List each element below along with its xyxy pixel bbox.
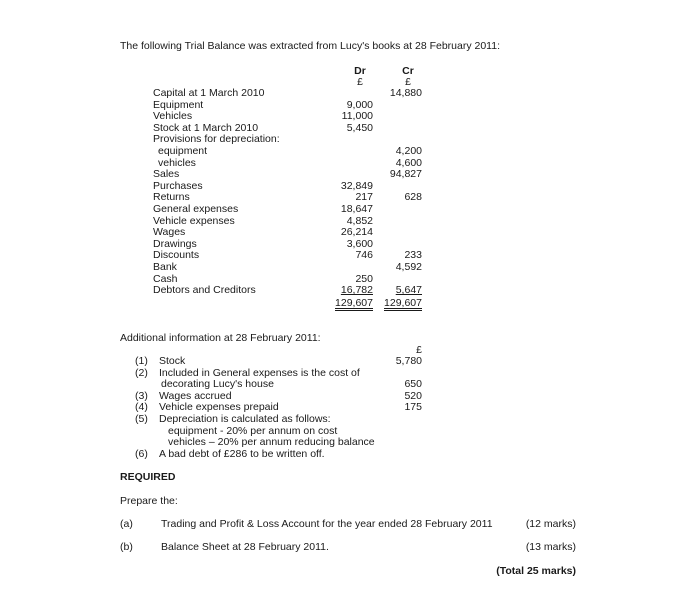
- cr-heading: Cr: [402, 65, 414, 77]
- trial-balance-row: [0, 134, 700, 146]
- account-name: Returns: [153, 191, 190, 204]
- item-number: (2): [135, 366, 148, 379]
- account-name: General expenses: [153, 203, 239, 215]
- item-text: vehicles – 20% per annum reducing balance: [168, 436, 375, 449]
- credit-amount: 628: [404, 191, 422, 204]
- account-name: Sales: [153, 168, 180, 181]
- trial-balance-row: [0, 123, 700, 135]
- additional-currency: £: [416, 344, 422, 356]
- trial-balance-row: [0, 146, 700, 158]
- additional-item: [0, 402, 700, 414]
- item-number: (5): [135, 413, 148, 425]
- credit-amount: 233: [404, 249, 422, 262]
- part-a-text: Trading and Profit & Loss Account for the year ended 28 February 2011: [161, 518, 493, 530]
- trial-balance-row: [0, 181, 700, 193]
- additional-heading: Additional information at 28 February 2011:: [120, 332, 321, 344]
- item-number: (1): [135, 355, 148, 367]
- part-b-text: Balance Sheet at 28 February 2011.: [161, 541, 329, 553]
- account-name: Purchases: [153, 179, 203, 192]
- account-name: Debtors and Creditors: [153, 284, 256, 297]
- item-text: decorating Lucy's house: [161, 378, 274, 391]
- debit-amount: 32,849: [340, 179, 373, 192]
- account-name: Discounts: [153, 249, 200, 262]
- additional-item: [0, 356, 700, 368]
- debit-amount: 217: [355, 191, 373, 204]
- total-cr: 129,607: [384, 297, 422, 309]
- required-heading: REQUIRED: [120, 471, 176, 483]
- item-text: Vehicle expenses prepaid: [159, 401, 279, 414]
- trial-balance-row: [0, 250, 700, 262]
- credit-amount: 14,880: [389, 87, 422, 99]
- account-name: Vehicles: [153, 110, 193, 123]
- dr-currency: £: [357, 76, 363, 88]
- trial-balance-row: [0, 88, 700, 100]
- debit-amount: 11,000: [341, 110, 373, 123]
- debit-amount: 3,600: [346, 237, 373, 250]
- item-value: 650: [404, 378, 422, 391]
- total-marks: (Total 25 marks): [496, 565, 576, 577]
- credit-amount: 4,600: [395, 156, 422, 169]
- account-name: Bank: [153, 261, 177, 273]
- account-name: Drawings: [153, 237, 197, 250]
- part-a-label: (a): [120, 518, 133, 530]
- debit-amount: 250: [355, 272, 373, 285]
- debit-amount: 18,647: [340, 203, 373, 215]
- account-name: Capital at 1 March 2010: [153, 87, 265, 99]
- additional-item: [0, 379, 700, 391]
- trial-balance-row: [0, 158, 700, 170]
- credit-amount: 5,647: [395, 284, 422, 297]
- item-text: equipment - 20% per annum on cost: [168, 424, 338, 437]
- total-dr: 129,607: [335, 297, 373, 309]
- trial-balance-row: [0, 204, 700, 216]
- additional-item: [0, 437, 700, 449]
- account-name: Provisions for depreciation:: [153, 133, 280, 146]
- additional-item: [0, 391, 700, 403]
- item-text: Wages accrued: [159, 389, 232, 402]
- debit-amount: 5,450: [346, 121, 373, 134]
- account-name: equipment: [158, 145, 208, 157]
- item-text: Depreciation is calculated as follows:: [159, 413, 331, 425]
- account-name: Wages: [153, 226, 186, 239]
- credit-amount: 94,827: [389, 168, 422, 181]
- trial-balance-row: [0, 285, 700, 297]
- credit-amount: 4,592: [395, 261, 422, 273]
- intro-text: The following Trial Balance was extracted from Lucy's books at 28 February 2011:: [120, 40, 500, 52]
- item-value: 5,780: [395, 355, 422, 367]
- debit-amount: 26,214: [340, 226, 373, 239]
- item-value: 520: [404, 389, 422, 402]
- account-name: vehicles: [158, 156, 196, 169]
- item-value: 175: [404, 401, 422, 414]
- part-b-marks: (13 marks): [525, 541, 576, 553]
- account-name: Equipment: [153, 98, 204, 111]
- debit-amount: 16,782: [340, 284, 373, 297]
- account-name: Cash: [153, 272, 178, 285]
- debit-amount: 746: [355, 249, 373, 262]
- debit-amount: 9,000: [346, 98, 373, 111]
- item-number: (3): [135, 389, 148, 402]
- trial-balance-row: [0, 262, 700, 274]
- prepare-text: Prepare the:: [120, 495, 178, 507]
- additional-item: [0, 368, 700, 380]
- part-a-marks: (12 marks): [525, 518, 576, 530]
- cr-currency: £: [405, 76, 411, 88]
- item-number: (4): [135, 401, 148, 414]
- additional-item: [0, 414, 700, 426]
- trial-balance-row: [0, 239, 700, 251]
- debit-amount: 4,852: [346, 214, 373, 227]
- additional-item: [0, 449, 700, 461]
- item-number: (6): [135, 447, 148, 460]
- account-name: Vehicle expenses: [153, 214, 235, 227]
- dr-heading: Dr: [354, 65, 366, 77]
- item-text: A bad debt of £286 to be written off.: [159, 447, 325, 460]
- account-name: Stock at 1 March 2010: [153, 121, 259, 134]
- part-b-label: (b): [120, 541, 133, 553]
- item-text: Included in General expenses is the cost of: [159, 366, 360, 379]
- item-text: Stock: [159, 355, 186, 367]
- credit-amount: 4,200: [395, 145, 422, 157]
